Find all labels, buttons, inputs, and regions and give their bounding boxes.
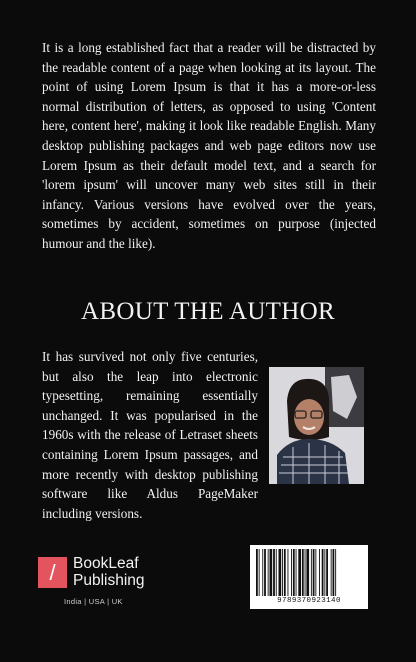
barcode-bar [284,549,286,596]
barcode-bar [335,549,336,596]
author-bio-text: It has survived not only five centuries, but also the leap into electronic typesetting, remaining essentially unchanged. It was popularised in the 1960s with the release of Letraset sheets containing Lorem Ipsum passages, and more recently with desktop publishing software like Aldus PageMaker including versions. [42,349,258,521]
barcode-bar [264,549,266,596]
barcode-bar [282,549,283,596]
barcode-bar [256,549,258,596]
barcode-bar [306,549,309,596]
publisher-logo [38,555,178,605]
barcode-bar [319,549,320,596]
author-photo [269,367,364,484]
blurb-text: It is a long established fact that a reader will be distracted by the readable content of a page when looking at its layout. The point of using Lorem Ipsum is that it has a more-or-less normal distribution of letters, as opposed to using 'Content here, content here', making it look like readable English. Many desktop publishing packages and web page editors now use Lorem Ipsum as their default model text, and a search for 'lorem ipsum' will uncover many web sites still in their infancy. Various versions have evolved over the years, sometimes by accident, sometimes on purpose (injected humour and the like). [42,40,376,251]
barcode-bar [333,549,335,596]
barcode-bar [331,549,332,596]
barcode-bar [273,549,275,596]
barcode-bar [288,549,289,596]
barcode-bar [324,549,325,596]
barcode-bar [293,549,295,596]
barcode-bar [305,549,306,596]
barcode-bar [268,549,269,596]
barcode-bar [322,549,324,596]
barcode-bar [296,549,297,596]
isbn-barcode [250,545,368,609]
publisher-name [73,555,183,589]
barcode-bar [298,549,301,596]
author-photo-icon [269,367,364,484]
barcode-bar [315,549,316,596]
barcode-bar [262,549,263,596]
barcode-bar [270,549,273,596]
barcode-bar [279,549,282,596]
about-author-heading: ABOUT THE AUTHOR [81,298,335,325]
publisher-name-line2: Publishing [73,572,145,589]
isbn-number: 9789370923140 [277,597,341,605]
barcode-bar [302,549,304,596]
publisher-name-line1: BookLeaf [73,555,139,572]
publisher-regions: India | USA | UK [64,597,123,606]
publisher-logo-icon: / [38,557,67,588]
barcode-bar [291,549,292,596]
barcode-bar [276,549,277,596]
barcode-bar [313,549,315,596]
barcode-bar [326,549,328,596]
barcode-bar [259,549,260,596]
barcode-bar [311,549,312,596]
barcode-icon [255,549,363,596]
